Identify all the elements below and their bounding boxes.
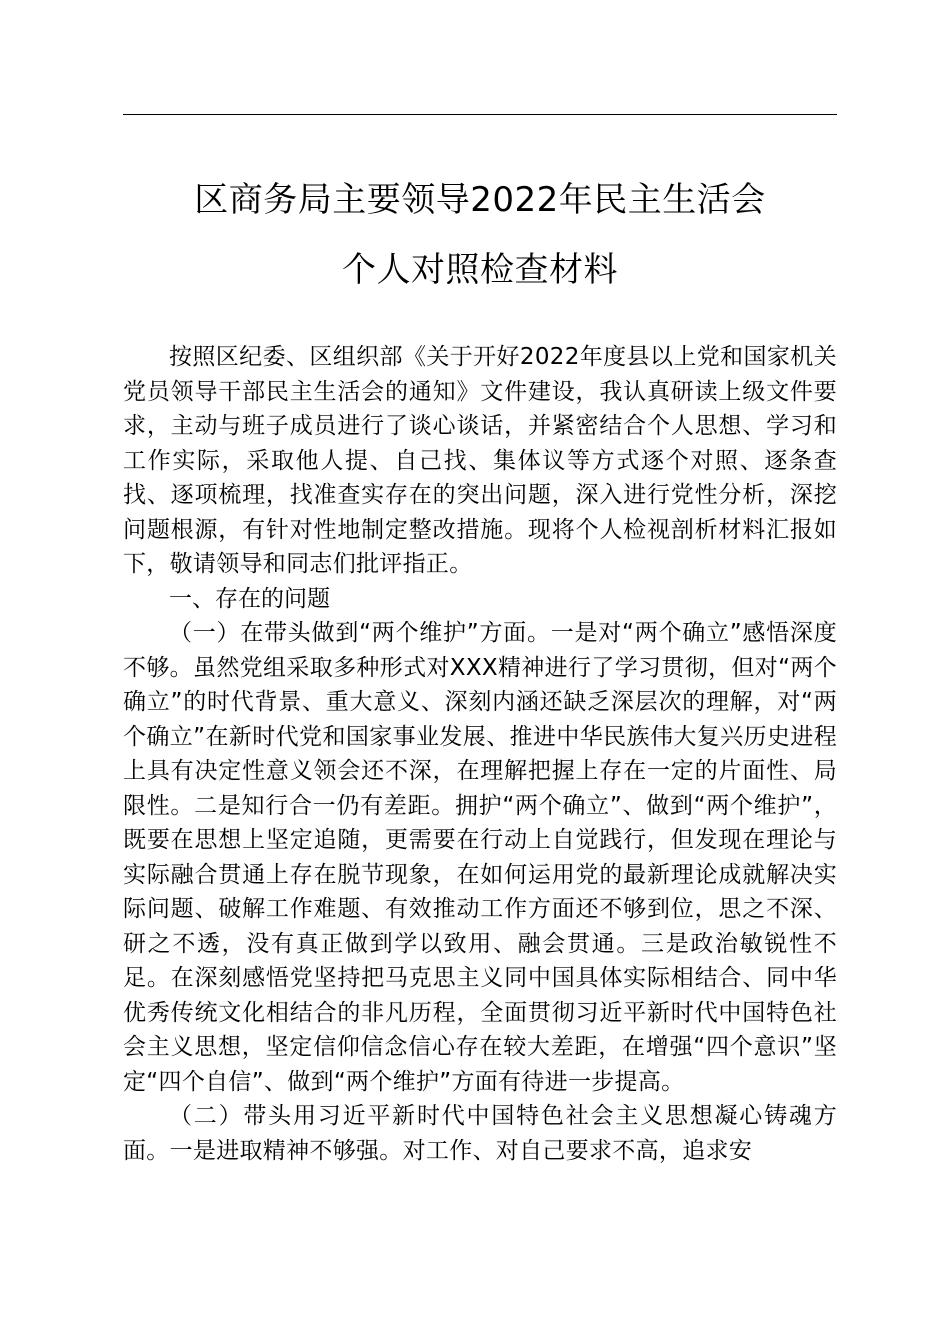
document-body (123, 340, 837, 1168)
intro-paragraph: 按照区纪委、区组织部《关于开好2022年度县以上党和国家机关党员领导干部民主生活会的通知》文件建设，我认真研读上级文件要求，主动与班子成员进行了谈心谈话，并紧密结合个人思想、学习和工作实际，采取他人提、自己找、集体议等方式逐个对照、逐条查找、逐项梳理，找准查实存在的突出问题，深入进行党性分析，深挖问题根源，有针对性地制定整改措施。现将个人检视剖析材料汇报如下，敬请领导和同志们批评指正。 (123, 344, 837, 577)
paragraph-item-2: （二）带头用习近平新时代中国特色社会主义思想凝心铸魂方面。一是进取精神不够强。对工作、对自己要求不高，追求安 (123, 1103, 837, 1164)
document-title-line-1: 区商务局主要领导2022年民主生活会 (194, 180, 766, 220)
document-title-line-2: 个人对照检查材料 (342, 250, 618, 290)
header-rule (123, 114, 837, 115)
section-heading-problems: 一、存在的问题 (169, 585, 330, 612)
paragraph-item-1: （一）在带头做到“两个维护”方面。一是对“两个确立”感悟深度不够。虽然党组采取多种形式对XXX精神进行了学习贯彻，但对“两个确立”的时代背景、重大意义、深刻内涵还缺乏深层次的理解，对“两个确立”在新时代党和国家事业发展、推进中华民族伟大复兴历史进程上具有决定性意义领会还不深，在理解把握上存在一定的片面性、局限性。二是知行合一仍有差距。拥护“两个确立”、做到“两个维护”，既要在思想上坚定追随，更需要在行动上自觉践行，但发现在理论与实际融合贯通上存在脱节现象，在如何运用党的最新理论成就解决实际问题、破解工作难题、有效推动工作方面还不够到位，思之不深、研之不透，没有真正做到学以致用、融会贯通。三是政治敏锐性不足。在深刻感悟党坚持把马克思主义同中国具体实际相结合、同中华优秀传统文化相结合的非凡历程，全面贯彻习近平新时代中国特色社会主义思想，坚定信仰信念信心存在较大差距，在增强“四个意识”坚定“四个自信”、做到“两个维护”方面有待进一步提高。 (123, 620, 837, 1095)
